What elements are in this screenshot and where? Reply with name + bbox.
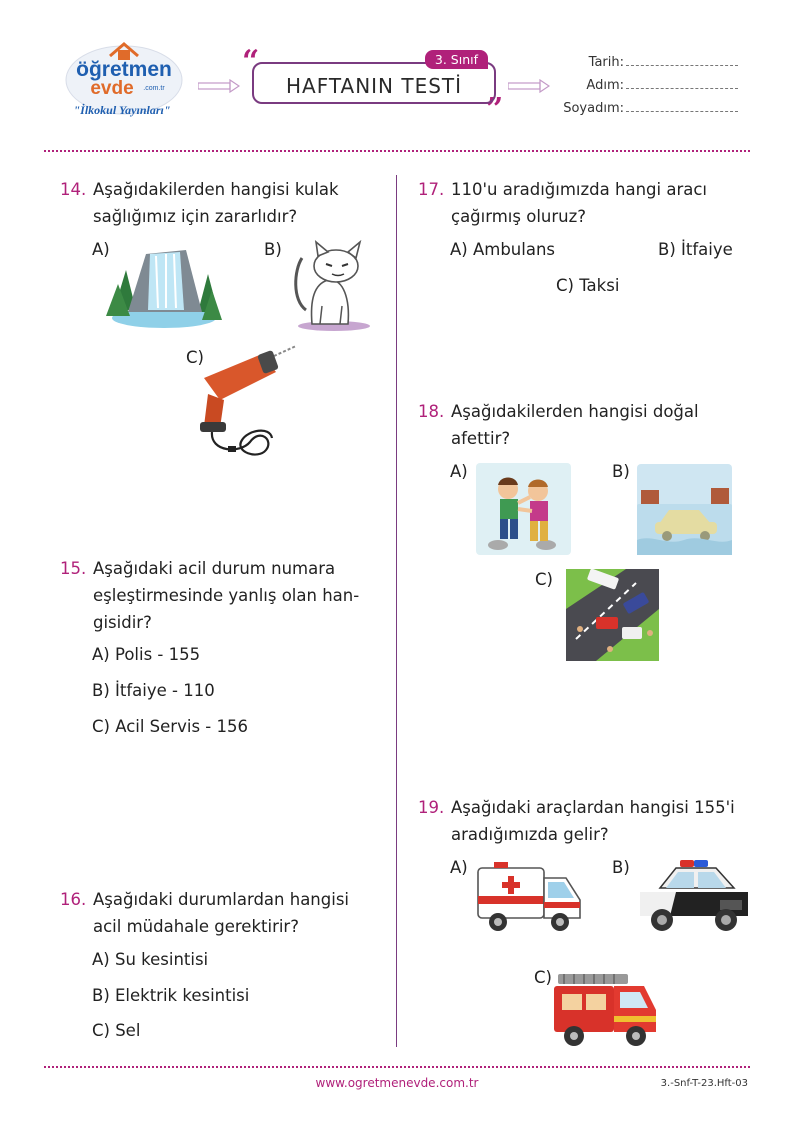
traffic-accident-icon[interactable] — [566, 569, 659, 661]
page-title: HAFTANIN TESTİ — [285, 74, 463, 98]
decor-arrow-right-icon — [508, 79, 550, 93]
question-18: 18. Aşağıdakilerden hangisi doğal afettir? — [418, 402, 699, 448]
q19-option-c[interactable]: C) — [534, 968, 552, 987]
q18-option-c[interactable]: C) — [535, 570, 553, 589]
kids-fighting-icon[interactable] — [476, 463, 571, 555]
footer-divider — [44, 1066, 750, 1068]
decor-arrow-left-icon — [198, 79, 240, 93]
question-16: 16. Aşağıdaki durumlardan hangisi acil müdahale gerektirir? — [60, 890, 350, 936]
svg-text:evde: evde — [90, 78, 134, 99]
drill-icon[interactable] — [190, 342, 300, 464]
q14-option-c[interactable]: C) — [186, 348, 204, 367]
q15-option-b[interactable]: B) İtfaiye - 110 — [92, 681, 215, 700]
test-title-box — [252, 52, 496, 104]
ambulance-icon[interactable] — [474, 862, 584, 934]
q19-option-b[interactable]: B) — [612, 858, 630, 877]
question-15: 15. Aşağıdaki acil durum numara eşleştirmesinde yanlış olan han- gisidir? — [60, 559, 360, 632]
waterfall-icon[interactable] — [106, 240, 222, 330]
police-car-icon[interactable] — [636, 858, 752, 938]
q14-option-a[interactable]: A) — [92, 240, 110, 259]
grade-badge: 3. Sınıf — [425, 50, 488, 69]
question-14: 14. Aşağıdakilerden hangisi kulak sağlığımız için zararlıdır? — [60, 180, 339, 226]
q17-option-a[interactable]: A) Ambulans — [450, 240, 556, 259]
header-divider — [44, 150, 750, 152]
date-field[interactable]: Tarih: — [560, 55, 750, 70]
open-quote-icon: “ — [242, 44, 260, 79]
publisher-logo — [62, 38, 192, 128]
name-field[interactable]: Adım: — [560, 78, 750, 93]
q18-option-b[interactable]: B) — [612, 462, 630, 481]
fire-truck-icon[interactable] — [550, 970, 660, 1050]
svg-text:"İlkokul Yayınları": "İlkokul Yayınları" — [73, 103, 171, 117]
q14-option-b[interactable]: B) — [264, 240, 282, 259]
q17-option-c[interactable]: C) Taksi — [556, 276, 620, 295]
cat-icon[interactable] — [288, 240, 372, 332]
question-19: 19. Aşağıdaki araçlardan hangisi 155'i aradığımızda gelir? — [418, 798, 735, 844]
close-quote-icon: ” — [486, 92, 504, 127]
flood-car-icon[interactable] — [637, 464, 732, 555]
q19-option-a[interactable]: A) — [450, 858, 468, 877]
question-17: 17. 110'u aradığımızda hangi aracı çağırmış oluruz? — [418, 180, 707, 226]
surname-field[interactable]: Soyadım: — [560, 101, 750, 116]
q15-option-a[interactable]: A) Polis - 155 — [92, 645, 201, 664]
footer-doc-code: 3.-Snf-T-23.Hft-03 — [660, 1078, 748, 1089]
q18-option-a[interactable]: A) — [450, 462, 468, 481]
svg-text:öğretmen: öğretmen — [76, 58, 172, 81]
column-divider — [396, 175, 397, 1047]
q17-option-b[interactable]: B) İtfaiye — [658, 240, 733, 259]
q16-option-b[interactable]: B) Elektrik kesintisi — [92, 986, 250, 1005]
q15-option-c[interactable]: C) Acil Servis - 156 — [92, 717, 248, 736]
footer-website-link[interactable]: www.ogretmenevde.com.tr — [315, 1076, 479, 1090]
q16-option-a[interactable]: A) Su kesintisi — [92, 950, 209, 969]
q16-option-c[interactable]: C) Sel — [92, 1021, 141, 1040]
svg-text:.com.tr: .com.tr — [143, 85, 165, 92]
